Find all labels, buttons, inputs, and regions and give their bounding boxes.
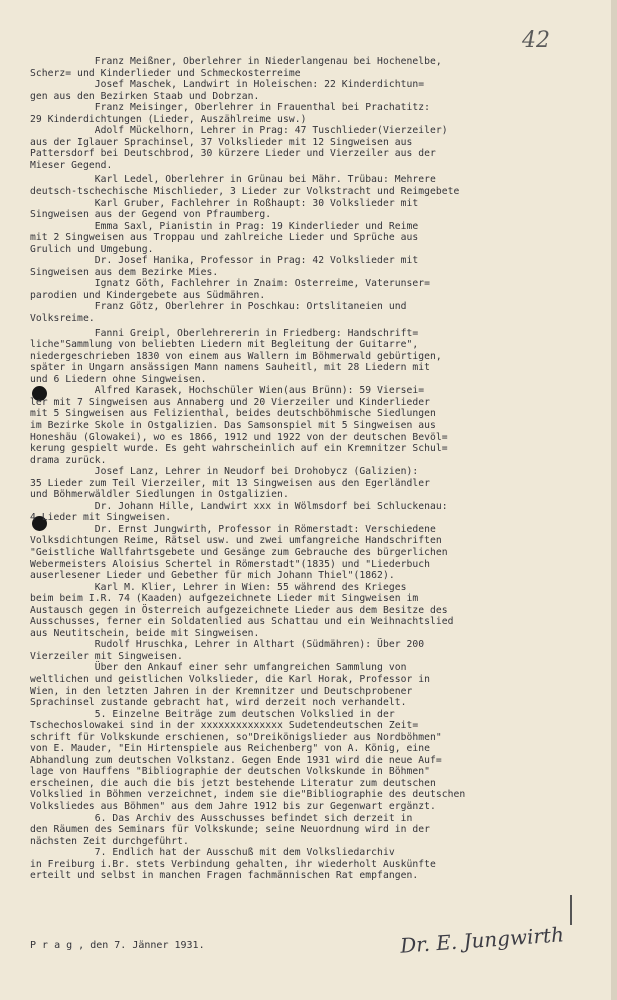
text-line: Sprachinsel zustande gebracht hat, wird derzeit noch verhandelt. bbox=[30, 697, 407, 709]
text-line: Karl Ledel, Oberlehrer in Grünau bei Mähr. Trübau: Mehrere bbox=[30, 174, 436, 186]
text-line: und Böhmerwäldler Siedlungen in Ostgalizien. bbox=[30, 489, 289, 501]
text-line: Josef Lanz, Lehrer in Neudorf bei Drohobycz (Galizien): bbox=[30, 466, 419, 478]
text-line: Emma Saxl, Pianistin in Prag: 19 Kinderlieder und Reime bbox=[30, 220, 419, 232]
text-line: aus Neutitschein, beide mit Singweisen. bbox=[30, 627, 260, 639]
text-line: Adolf Mückelhorn, Lehrer in Prag: 47 Tuschlieder(Vierzeiler) bbox=[30, 125, 448, 137]
text-line: 6. Das Archiv des Ausschusses befindet sich derzeit in bbox=[30, 812, 413, 824]
text-line: "Geistliche Wallfahrtsgebete und Gesänge zum Gebrauche des bürgerlichen bbox=[30, 546, 448, 558]
place-date: P r a g , den 7. Jänner 1931. bbox=[30, 940, 205, 951]
text-line: 5. Einzelne Beiträge zum deutschen Volkslied in der bbox=[30, 708, 395, 720]
text-line: Dr. Josef Hanika, Professor in Prag: 42 Volkslieder mit bbox=[30, 255, 419, 267]
text-line: 4 Lieder mit Singweisen. bbox=[30, 512, 172, 524]
text-line: Grulich und Umgebung. bbox=[30, 243, 154, 255]
text-line: weltlichen und geistlichen Volkslieder, die Karl Horak, Professor in bbox=[30, 673, 431, 685]
text-line: im Bezirke Skole in Ostgalizien. Das Samsonspiel mit 5 Singweisen aus bbox=[30, 419, 436, 431]
text-line: deutsch-tschechische Mischlieder, 3 Lieder zur Volkstracht und Reimgebete bbox=[30, 186, 460, 198]
text-line: Rudolf Hruschka, Lehrer in Althart (Südmähren): Über 200 bbox=[30, 639, 425, 651]
text-line: Franz Meißner, Oberlehrer in Niederlangenau bei Hochenelbe, bbox=[30, 56, 442, 67]
text-line: 7. Endlich hat der Ausschuß mit dem Volksliedarchiv bbox=[30, 847, 395, 859]
text-line: den Räumen des Seminars für Volkskunde; seine Neuordnung wird in der bbox=[30, 824, 431, 836]
text-line: von E. Mauder, "Ein Hirtenspiele aus Reichenberg" von A. König, eine bbox=[30, 743, 431, 755]
text-line: ler mit 7 Singweisen aus Annaberg und 20 Vierzeiler und Kinderlieder bbox=[30, 396, 431, 408]
text-line: in Freiburg i.Br. stets Verbindung gehalten, ihr wiederholt Auskünfte bbox=[30, 858, 436, 870]
text-line: erteilt und selbst in manchen Fragen fachmännischen Rat empfangen. bbox=[30, 870, 419, 882]
text-line: Vierzeiler mit Singweisen. bbox=[30, 650, 183, 662]
text-line: niedergeschrieben 1830 von einem aus Wallern im Böhmerwald gebürtigen, bbox=[30, 350, 442, 362]
text-line: Abhandlung zum deutschen Volkstanz. Gegen Ende 1931 wird die neue Auf= bbox=[30, 754, 442, 766]
text-line: Über den Ankauf einer sehr umfangreichen Sammlung von bbox=[30, 662, 407, 674]
text-line: Ausschusses, ferner ein Soldatenlied aus Schattau und ein Weihnachtslied bbox=[30, 616, 454, 628]
text-line: Singweisen aus der Gegend von Pfraumberg. bbox=[30, 209, 272, 221]
text-line: erscheinen, die auch die bis jetzt bestehende Literatur zum deutschen bbox=[30, 777, 436, 789]
text-line: beim beim I.R. 74 (Kaaden) aufgezeichnete Lieder mit Singweisen im bbox=[30, 593, 419, 605]
text-line: liche"Sammlung von beliebten Liedern mit Begleitung der Guitarre", bbox=[30, 339, 419, 351]
document-body bbox=[30, 56, 590, 882]
text-line: drama zurück. bbox=[30, 454, 107, 466]
text-line: kerung gespielt wurde. Es geht wahrscheinlich auf ein Kremnitzer Schul= bbox=[30, 443, 448, 455]
text-line: nächsten Zeit durchgeführt. bbox=[30, 835, 189, 847]
text-line: Franz Götz, Oberlehrer in Poschkau: Ortslitaneien und bbox=[30, 301, 407, 313]
page-number: 42 bbox=[522, 28, 550, 53]
text-line: mit 2 Singweisen aus Troppau und zahlreiche Lieder und Sprüche aus bbox=[30, 232, 419, 244]
text-line: Franz Meisinger, Oberlehrer in Frauenthal bei Prachatitz: bbox=[30, 102, 431, 114]
text-line: Wien, in den letzten Jahren in der Kremnitzer und Deutschprobener bbox=[30, 685, 413, 697]
text-line: später in Ungarn ansässigen Mann namens Sauheitl, mit 28 Liedern mit bbox=[30, 362, 431, 374]
text-line: mit 5 Singweisen aus Felizienthal, beides deutschböhmische Siedlungen bbox=[30, 408, 436, 420]
text-line: Volksreime. bbox=[30, 313, 95, 325]
text-line: Scherz= und Kinderlieder und Schmeckosterreime bbox=[30, 67, 301, 79]
text-line: Josef Maschek, Landwirt in Holeischen: 22 Kinderdichtun= bbox=[30, 79, 425, 91]
text-line: Volkslied in Böhmen verzeichnet, indem sie die"Bibliographie des deutschen bbox=[30, 789, 466, 801]
text-line: Volksliedes aus Böhmen" aus dem Jahre 1912 bis zur Gegenwart ergänzt. bbox=[30, 801, 436, 812]
text-line: Alfred Karasek, Hochschüler Wien(aus Brünn): 59 Viersei= bbox=[30, 385, 425, 397]
text-line: Mieser Gegend. bbox=[30, 159, 113, 171]
text-line: parodien und Kindergebete aus Südmähren. bbox=[30, 289, 266, 301]
text-line: Dr. Johann Hille, Landwirt xxx in Wölmsdorf bei Schluckenau: bbox=[30, 500, 448, 512]
text-line: Karl Gruber, Fachlehrer in Roßhaupt: 30 Volkslieder mit bbox=[30, 197, 419, 209]
text-line: Webermeisters Aloisius Schertel in Römerstadt"(1835) und "Liederbuch bbox=[30, 558, 431, 570]
text-line: Singweisen aus dem Bezirke Mies. bbox=[30, 266, 219, 278]
text-line: Volksdichtungen Reime, Rätsel usw. und zwei umfangreiche Handschriften bbox=[30, 535, 442, 547]
text-line: Pattersdorf bei Deutschbrod, 30 kürzere Lieder und Vierzeiler aus der bbox=[30, 148, 436, 160]
text-line: Tschechoslowakei sind in der xxxxxxxxxxxxxx Sudetendeutschen Zeit= bbox=[30, 720, 419, 732]
text-line: Dr. Ernst Jungwirth, Professor in Römerstadt: Verschiedene bbox=[30, 523, 436, 535]
text-line: 29 Kinderdichtungen (Lieder, Auszählreime usw.) bbox=[30, 113, 307, 125]
text-line: und 6 Liedern ohne Singweisen. bbox=[30, 373, 207, 385]
text-line: Fanni Greipl, Oberlehrererin in Friedberg: Handschrift= bbox=[30, 327, 419, 339]
text-line: Honeshäu (Glowakei), wo es 1866, 1912 und 1922 von der deutschen Bevöl= bbox=[30, 431, 448, 443]
text-line: schrift für Volkskunde erschienen, so"Dreikönigslieder aus Nordböhmen" bbox=[30, 731, 442, 743]
text-line: Ignatz Göth, Fachlehrer in Znaim: Osterreime, Vaterunser= bbox=[30, 278, 431, 290]
text-line: Karl M. Klier, Lehrer in Wien: 55 während des Krieges bbox=[30, 581, 407, 593]
text-line: 35 Lieder zum Teil Vierzeiler, mit 13 Singweisen aus den Egerländler bbox=[30, 477, 431, 489]
text-line: aus der Iglauer Sprachinsel, 37 Volkslieder mit 12 Singweisen aus bbox=[30, 136, 413, 148]
text-line: gen aus den Bezirken Staab und Dobrzan. bbox=[30, 90, 260, 102]
text-line: Austausch gegen in Österreich aufgezeichnete Lieder aus dem Besitze des bbox=[30, 604, 448, 616]
text-line: lage von Hauffens "Bibliographie der deutschen Volkskunde in Böhmen" bbox=[30, 766, 431, 778]
margin-mark bbox=[570, 895, 572, 925]
text-line: auserlesener Lieder und Gebether für mich Johann Thiel"(1862). bbox=[30, 570, 395, 582]
signature: Dr. E. Jungwirth bbox=[399, 922, 565, 958]
